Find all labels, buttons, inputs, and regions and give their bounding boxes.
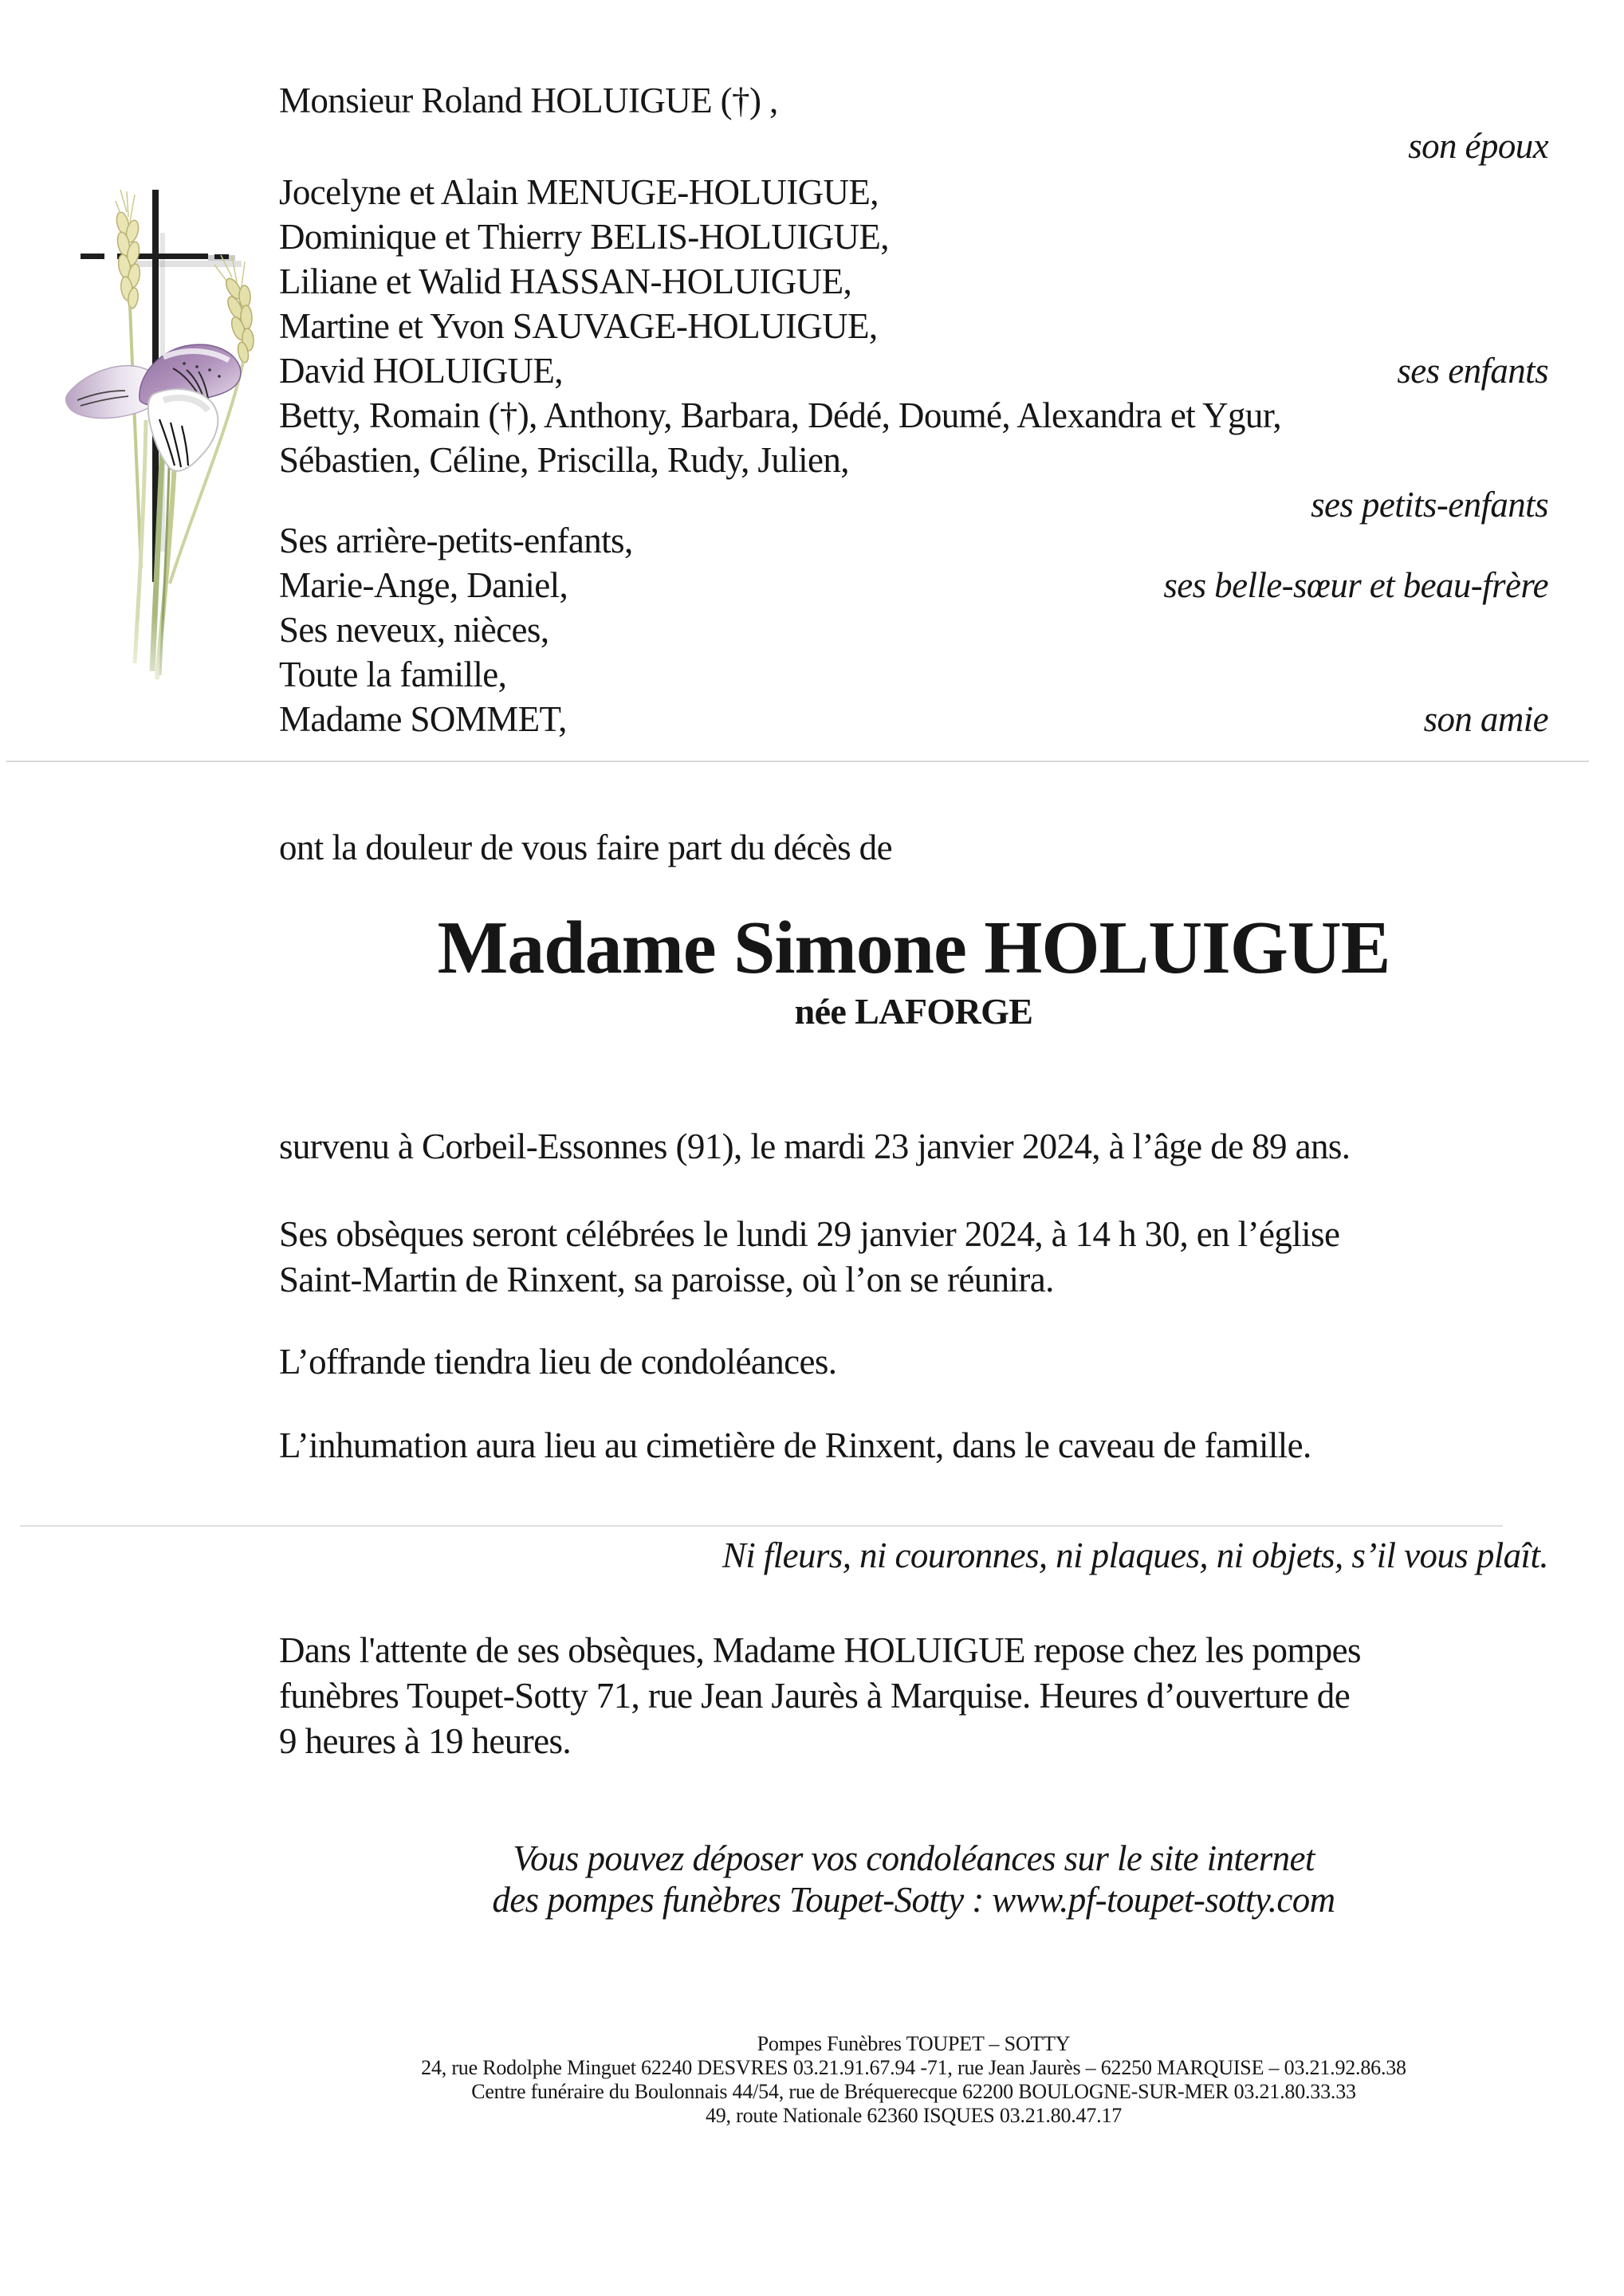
text-line: Betty, Romain (†), Anthony, Barbara, Dédé, Doumé, Alexandra et Ygur, — [279, 395, 1282, 435]
deceased-name-title: Madame Simone HOLUIGUE — [437, 906, 1390, 989]
child-name: David HOLUIGUE, — [279, 351, 563, 391]
in-laws-line — [279, 563, 1548, 607]
text-line: Saint-Martin de Rinxent, sa paroisse, où l’on se réunira. — [279, 1260, 1054, 1299]
online-condolences-paragraph — [279, 1838, 1548, 1921]
text-line: 49, route Nationale 62360 ISQUES 03.21.80.47.17 — [705, 2104, 1123, 2127]
husband-relation-label: son époux — [1408, 126, 1548, 166]
text-line: Dominique et Thierry BELIS-HOLUIGUE, — [279, 217, 889, 257]
death-notice-line: survenu à Corbeil-Essonnes (91), le mardi 23 janvier 2024, à l’âge de 89 ans. — [279, 1126, 1351, 1166]
text-line: Liliane et Walid HASSAN-HOLUIGUE, — [279, 261, 852, 301]
offering-line: L’offrande tiendra lieu de condoléances. — [279, 1342, 837, 1382]
funeral-home-footer — [279, 2032, 1548, 2128]
text-line: Centre funéraire du Boulonnais 44/54, rue de Bréquerecque 62200 BOULOGNE-SUR-MER 03.21.80.33.33 — [471, 2080, 1356, 2103]
text-line: Vous pouvez déposer vos condoléances sur le site internet — [513, 1838, 1315, 1878]
maiden-name: née LAFORGE — [794, 991, 1033, 1032]
children-names — [279, 170, 1548, 348]
friend-relation-label: son amie — [1423, 699, 1548, 739]
intro-line: ont la douleur de vous faire part du décès de — [279, 828, 892, 867]
text-line: Pompes Funèbres TOUPET – SOTTY — [757, 2032, 1071, 2055]
great-grandchildren-line: Ses arrière-petits-enfants, — [279, 521, 633, 560]
text-line: 9 heures à 19 heures. — [279, 1721, 572, 1761]
nieces-nephews-line: Ses neveux, nièces, — [279, 610, 549, 650]
friend-line — [279, 697, 1548, 741]
children-relation-label: ses enfants — [1397, 351, 1548, 391]
family-names-block — [279, 170, 1548, 527]
grandchildren-relation-label: ses petits-enfants — [1311, 485, 1548, 525]
relatives-block — [279, 518, 1548, 741]
children-last-line — [279, 348, 1548, 393]
text-line: Sébastien, Céline, Priscilla, Rudy, Julien, — [279, 440, 849, 480]
repose-paragraph — [279, 1628, 1548, 1764]
friend-name: Madame SOMMET, — [279, 699, 567, 739]
stem-fade — [108, 615, 219, 711]
grandchildren-names — [279, 393, 1548, 482]
text-line: Dans l'attente de ses obsèques, Madame HOLUIGUE repose chez les pompes — [279, 1630, 1361, 1670]
text-line: Jocelyne et Alain MENUGE-HOLUIGUE, — [279, 172, 879, 212]
text-line: 24, rue Rodolphe Minguet 62240 DESVRES 03.21.91.67.94 -71, rue Jean Jaurès – 62250 MARQUISE – 03.21.92.86.38 — [421, 2056, 1406, 2079]
husband-line: Monsieur Roland HOLUIGUE (†) , — [279, 81, 778, 120]
separator-line-middle — [20, 1525, 1503, 1527]
text-line: Martine et Yvon SAUVAGE-HOLUIGUE, — [279, 306, 878, 346]
separator-line-top — [6, 761, 1589, 762]
whole-family-line: Toute la famille, — [279, 655, 507, 694]
text-line: Ses obsèques seront célébrées le lundi 29 janvier 2024, à 14 h 30, en l’église — [279, 1214, 1340, 1254]
funeral-service-paragraph — [279, 1212, 1548, 1303]
in-laws-relation-label: ses belle-sœur et beau-frère — [1163, 565, 1548, 605]
no-flowers-line: Ni fleurs, ni couronnes, ni plaques, ni objets, s’il vous plaît. — [722, 1535, 1548, 1575]
text-line: funèbres Toupet-Sotty 71, rue Jean Jaurès à Marquise. Heures d’ouverture de — [279, 1676, 1351, 1716]
text-line: des pompes funèbres Toupet-Sotty : www.pf-toupet-sotty.com — [492, 1880, 1335, 1920]
in-laws-names: Marie-Ange, Daniel, — [279, 565, 568, 605]
burial-line: L’inhumation aura lieu au cimetière de Rinxent, dans le caveau de famille. — [279, 1425, 1311, 1465]
